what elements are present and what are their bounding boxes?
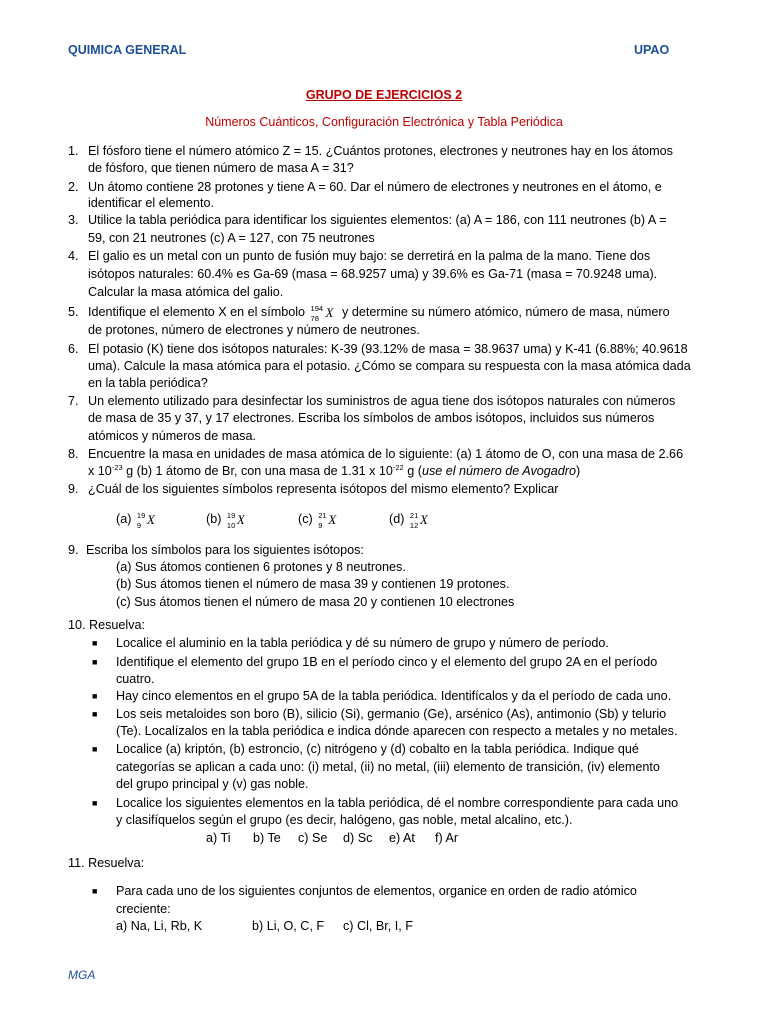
q10-bullet3: Hay cinco elementos en el grupo 5A de la tabla periódica. Identifícalos y da el período de cada uno. bbox=[116, 689, 672, 703]
q6-line2: uma). Calcule la masa atómica para el potasio. ¿Cómo se compara su respuesta con la masa atómica dada bbox=[88, 359, 691, 373]
isotope-symbol bbox=[408, 511, 432, 530]
mass-number: 194 bbox=[310, 304, 324, 313]
q4-line3: Calcular la masa atómica del galio. bbox=[88, 285, 284, 299]
q11-bullet1-line1: Para cada uno de los siguientes conjuntos de elementos, organice en orden de radio atómico bbox=[116, 884, 637, 898]
q9-number: 9. bbox=[68, 482, 79, 496]
page-subtitle: Números Cuánticos, Configuración Electrónica y Tabla Periódica bbox=[205, 115, 563, 129]
q2-number: 2. bbox=[68, 180, 79, 194]
q8-line2 bbox=[88, 464, 580, 479]
header-university: UPAO bbox=[634, 43, 670, 57]
q10-option-te: b) Te bbox=[253, 831, 281, 845]
q5-line2: de protones, número de electrones y número de neutrones. bbox=[88, 323, 420, 337]
q10-bullet5-line3: del grupo principal y (v) gas noble. bbox=[116, 777, 309, 791]
q8-avogadro-note: use el número de Avogadro bbox=[421, 464, 576, 478]
isotope-symbol bbox=[316, 511, 340, 530]
atomic-number: 12 bbox=[409, 521, 419, 530]
q3-line2: 59, con 21 neutrones (c) A = 127, con 75 neutrones bbox=[88, 231, 375, 245]
q3-line1: Utilice la tabla periódica para identificar los siguientes elementos: (a) A = 186, con 111 neutrones (b) A = bbox=[88, 213, 667, 227]
option-label: (d) bbox=[389, 512, 405, 526]
q6-line3: en la tabla periódica? bbox=[88, 376, 208, 390]
header-course-title: QUIMICA GENERAL bbox=[68, 43, 187, 57]
q9b-line1: Escriba los símbolos para los siguientes isótopos: bbox=[86, 543, 364, 557]
q7-line1: Un elemento utilizado para desinfectar los suministros de agua tiene dos isótopos naturales con números bbox=[88, 394, 676, 408]
q9b-item-b: (b) Sus átomos tienen el número de masa 39 y contienen 19 protones. bbox=[116, 577, 510, 591]
element-symbol: X bbox=[325, 305, 334, 320]
isotope-symbol bbox=[225, 511, 249, 530]
bullet-icon: ■ bbox=[92, 657, 98, 667]
exponent-1: -23 bbox=[111, 463, 123, 472]
q10-bullet4-line1: Los seis metaloides son boro (B), silicio (Si), germanio (Ge), arsénico (As), antimonio (Sb) y telurio bbox=[116, 707, 667, 721]
page-title: GRUPO DE EJERCICIOS 2 bbox=[305, 88, 463, 102]
q8-text-c: g ( bbox=[403, 464, 422, 478]
mass-number: 19 bbox=[226, 511, 236, 520]
q10-bullet4-line2: (Te). Localízalos en la tabla periódica e indica dónde aparecen con respecto a metales y no metales. bbox=[116, 724, 678, 738]
q8-number: 8. bbox=[68, 447, 79, 461]
q9-option-b bbox=[206, 511, 249, 530]
q9-option-d bbox=[389, 511, 432, 530]
q10-option-sc: d) Sc bbox=[343, 831, 373, 845]
q8-text-e: ) bbox=[575, 464, 581, 478]
q6-number: 6. bbox=[68, 342, 79, 356]
q10-bullet6-line2: y clasifíquelos según el grupo (es decir, halógeno, gas noble, metal alcalino, etc.). bbox=[116, 813, 573, 827]
q6-line1: El potasio (K) tiene dos isótopos naturales: K-39 (93.12% de masa = 38.9637 uma) y K-41 (6.88%; 40.9618 bbox=[88, 342, 688, 356]
q2-line1: Un átomo contiene 28 protones y tiene A = 60. Dar el número de electrones y neutrones en el átomo, e bbox=[88, 180, 662, 194]
atomic-number: 10 bbox=[226, 521, 236, 530]
q10-option-ti: a) Ti bbox=[206, 831, 231, 845]
bullet-icon: ■ bbox=[92, 886, 98, 896]
q5-number: 5. bbox=[68, 305, 79, 319]
footer-initials: MGA bbox=[68, 968, 96, 982]
option-label: (a) bbox=[116, 512, 132, 526]
q3-number: 3. bbox=[68, 213, 79, 227]
q10-option-se: c) Se bbox=[298, 831, 328, 845]
q1-number: 1. bbox=[68, 144, 79, 158]
bullet-icon: ■ bbox=[92, 744, 98, 754]
q5-line1 bbox=[88, 304, 670, 323]
q11-bullet1-line2: creciente: bbox=[116, 902, 171, 916]
q10-option-ar: f) Ar bbox=[435, 831, 459, 845]
atomic-number: 9 bbox=[318, 521, 323, 530]
q7-number: 7. bbox=[68, 394, 79, 408]
element-symbol: X bbox=[419, 512, 428, 527]
q8-line1: Encuentre la masa en unidades de masa atómica de lo siguiente: (a) 1 átomo de O, con una masa de 2.66 bbox=[88, 447, 684, 461]
q8-text-a: x 10 bbox=[88, 464, 112, 478]
q10-bullet6-line1: Localice los siguientes elementos en la tabla periódica, dé el nombre correspondiente para cada uno bbox=[116, 796, 679, 810]
bullet-icon: ■ bbox=[92, 638, 98, 648]
atomic-number: 9 bbox=[136, 521, 142, 530]
q5-text-pre: Identifique el elemento X en el símbolo bbox=[88, 305, 306, 319]
bullet-icon: ■ bbox=[92, 798, 98, 808]
q7-line2: de masa de 35 y 37, y 17 electrones. Escriba los símbolos de ambos isótopos, incluidos sus números bbox=[88, 411, 655, 425]
q1-line1: El fósforo tiene el número atómico Z = 15. ¿Cuántos protones, electrones y neutrones hay en los átomos bbox=[88, 144, 673, 158]
q10-bullet5-line1: Localice (a) kriptón, (b) estroncio, (c) nitrógeno y (d) cobalto en la tabla periódica. Indique qué bbox=[116, 742, 639, 756]
element-symbol: X bbox=[328, 512, 337, 527]
q4-number: 4. bbox=[68, 249, 79, 263]
q9b-number: 9. bbox=[68, 543, 79, 557]
mass-number: 21 bbox=[409, 511, 419, 520]
isotope-symbol bbox=[135, 511, 159, 530]
q10-bullet2-line1: Identifique el elemento del grupo 1B en el período cinco y el elemento del grupo 2A en el período bbox=[116, 655, 658, 669]
q9b-item-a: (a) Sus átomos contienen 6 protones y 8 neutrones. bbox=[116, 560, 406, 574]
q1-line2: de fósforo, que tienen número de masa A = 31? bbox=[88, 161, 354, 175]
mass-number: 21 bbox=[318, 511, 327, 520]
q4-line2: isótopos naturales: 60.4% es Ga-69 (masa = 68.9257 uma) y 39.6% es Ga-71 (masa = 70.9248 uma). bbox=[88, 267, 658, 281]
isotope-symbol bbox=[309, 304, 339, 323]
element-symbol: X bbox=[146, 512, 155, 527]
q10-bullet2-line2: cuatro. bbox=[116, 672, 155, 686]
q9-option-c bbox=[298, 511, 340, 530]
q8-text-b: g (b) 1 átomo de Br, con una masa de 1.31 x 10 bbox=[122, 464, 393, 478]
q7-line3: atómicos y números de masa. bbox=[88, 429, 256, 443]
q11-heading: 11. Resuelva: bbox=[68, 856, 145, 870]
option-label: (c) bbox=[298, 512, 313, 526]
q10-option-at: e) At bbox=[389, 831, 415, 845]
exponent-2: -22 bbox=[392, 463, 404, 472]
mass-number: 19 bbox=[136, 511, 146, 520]
atomic-number: 78 bbox=[310, 314, 319, 323]
option-label: (b) bbox=[206, 512, 222, 526]
element-symbol: X bbox=[236, 512, 245, 527]
q10-bullet1: Localice el aluminio en la tabla periódica y dé su número de grupo y número de período. bbox=[116, 636, 609, 650]
q9b-item-c: (c) Sus átomos tienen el número de masa 20 y contienen 10 electrones bbox=[116, 595, 515, 609]
bullet-icon: ■ bbox=[92, 709, 98, 719]
bullet-icon: ■ bbox=[92, 691, 98, 701]
q9-option-a bbox=[116, 511, 159, 530]
q5-text-post: y determine su número atómico, número de masa, número bbox=[342, 305, 670, 319]
q11-option-c: c) Cl, Br, I, F bbox=[343, 919, 413, 933]
q11-option-a: a) Na, Li, Rb, K bbox=[116, 919, 203, 933]
q2-line2: identificar el elemento. bbox=[88, 196, 215, 210]
q9-line1: ¿Cuál de los siguientes símbolos representa isótopos del mismo elemento? Explicar bbox=[88, 482, 559, 496]
q11-option-b: b) Li, O, C, F bbox=[252, 919, 325, 933]
q4-line1: El galio es un metal con un punto de fusión muy bajo: se derretirá en la palma de la mano. Tiene dos bbox=[88, 249, 651, 263]
q10-heading: 10. Resuelva: bbox=[68, 618, 146, 632]
q10-bullet5-line2: categorías se aplican a cada uno: (i) metal, (ii) no metal, (iii) elemento de transición, (iv) elemento bbox=[116, 760, 660, 774]
